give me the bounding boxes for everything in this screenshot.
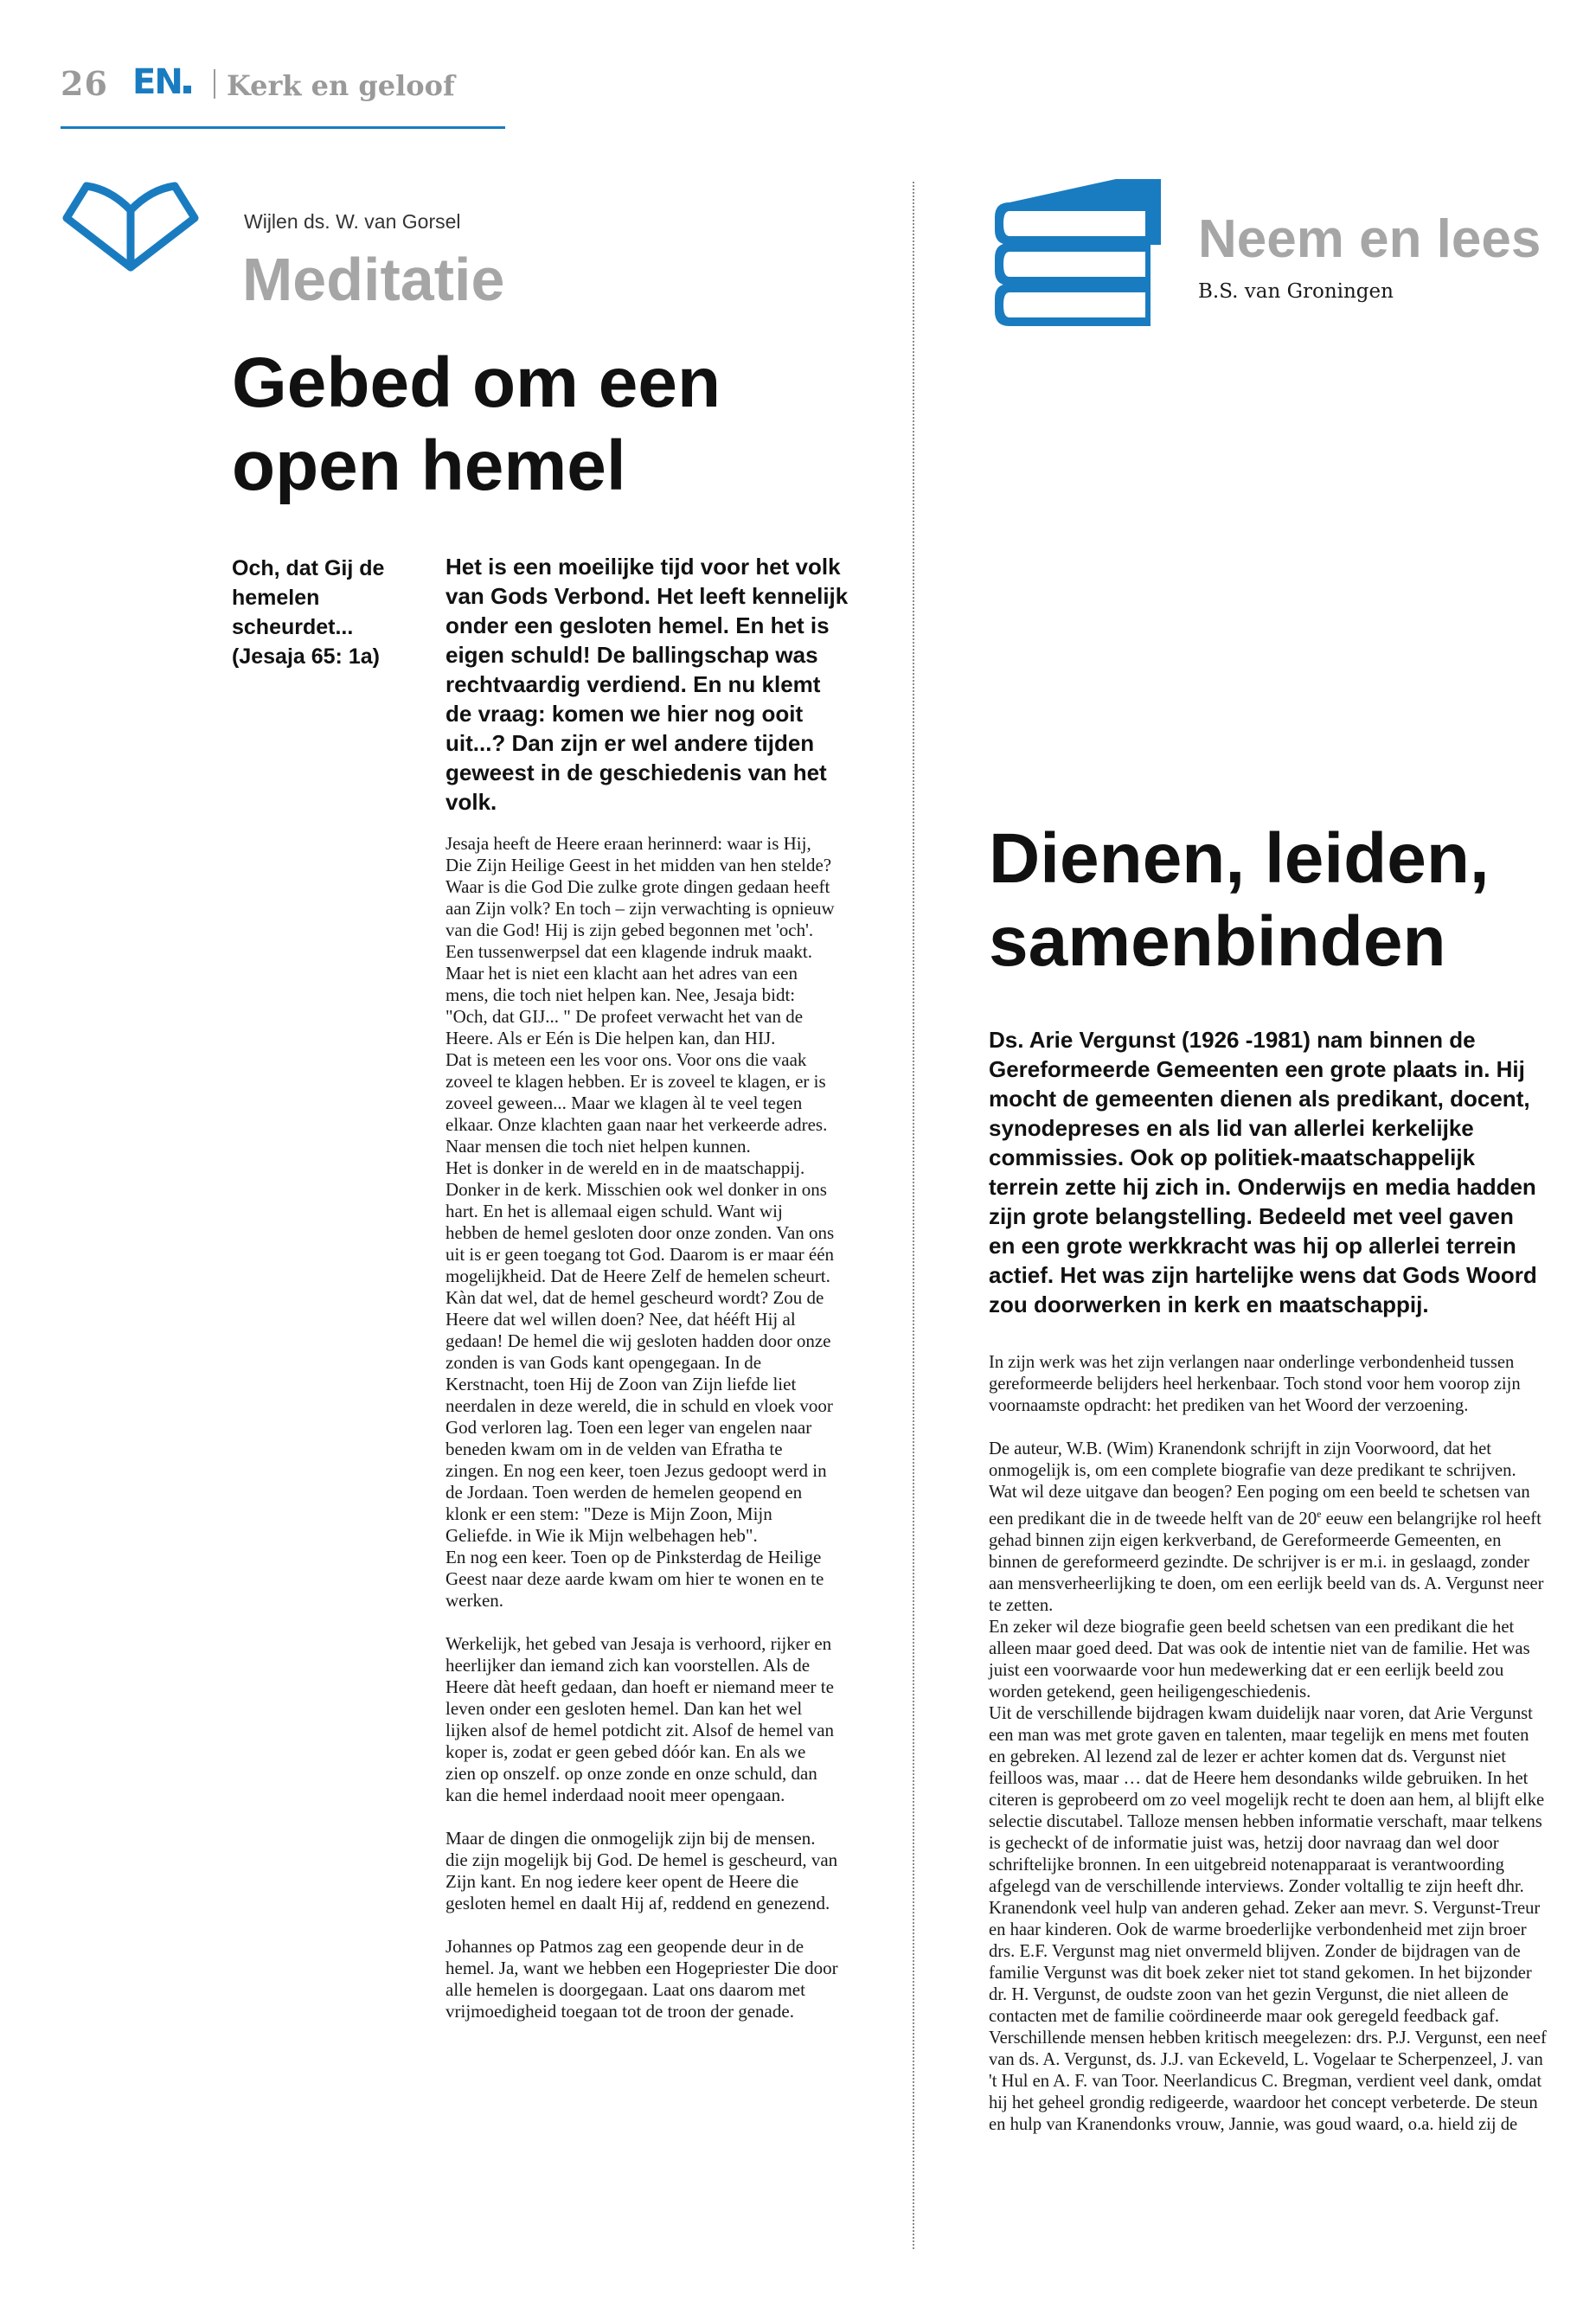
- page-number: 26: [61, 64, 108, 103]
- bible-verse: Och, dat Gij de hemelen scheurdet... (Jesaja 65: 1a): [232, 556, 385, 669]
- meditation-intro: Het is een moeilijke tijd voor het volk van Gods Verbond. Het leeft kennelijk onder een gesloten hemel. En het is eigen schuld! De ballingschap was rechtvaardig verdiend. En nu klemt de vraag: komen we hier nog ooit uit...? Dan zijn er wel andere tijden geweest in de geschiedenis van het volk.: [445, 554, 849, 815]
- header-separator: [214, 69, 215, 99]
- review-title: Dienen, leiden, samenbinden: [989, 819, 1490, 981]
- review-label: Neem en lees: [1198, 209, 1542, 269]
- meditation-author: Wijlen ds. W. van Gorsel: [244, 210, 461, 233]
- review-paragraph-text: De auteur, W.B. (Wim) Kranendonk schrijft in zijn Voorwoord, dat het onmogelijk is, om een complete biografie van deze predikant te schrijven. Wat wil deze uitgave dan beogen? Een poging om een beeld te schetsen van een predikant die in de tweede helft van de 20: [989, 1439, 1530, 1529]
- review-paragraph: En zeker wil deze biografie geen beeld schetsen van een predikant die het alleen maar goed deed. Dat was ook de intentie niet van de familie. Het was juist een voorwaarde voor hun medewerking dat er een eerlijk beeld zou worden getekend, geen heiligengeschiedenis.: [989, 1617, 1530, 1702]
- meditation-paragraph: Werkelijk, het gebed van Jesaja is verhoord, rijker en heerlijker dan iemand zich kan voorstellen. Als de Heere dàt heeft gedaan, dan hoeft er niemand meer te leven onder een gesloten hemel. Dan kan het wel lijken alsof de hemel potdicht zit. Alsof de hemel van koper is, zodat er geen gebed dóór kan. En als we zien op onszelf. op onze zonde en onze schuld, dan kan die hemel inderdaad nooit meer opengaan.: [445, 1633, 835, 1805]
- section-title: Kerk en geloof: [227, 69, 455, 102]
- meditation-paragraph: Dat is meteen een les voor ons. Voor ons die vaak zoveel te klagen hebben. Er is zoveel te klagen, er is zoveel geween... Maar we klagen àl te veel tegen elkaar. Onze klachten gaan naar het verkeerde adres. Naar mensen die toch niet helpen kunnen.: [445, 1049, 828, 1157]
- review-paragraph: Uit de verschillende bijdragen kwam duidelijk naar voren, dat Arie Vergunst een man was met grote gaven en talenten, maar tegelijk en mens met fouten en gebreken. Al lezend zal de lezer er achter komen dat ds. Vergunst niet feilloos was, maar … dat de Heere hem desondanks wilde gebruiken. In het citeren is geprobeerd om zo veel mogelijk recht te doen aan hem, al blijft elke selectie discutabel. Talloze mensen hebben informatie verschaft, maar telkens is gecheckt of de informatie juist was, hetzij door navraag dan wel door schriftelijke bronnen. In een uitgebreid notenapparaat is verantwoording afgelegd van de verschillende interviews. Zonder voltallig te zijn heeft dhr. Kranendonk veel hulp van anderen gehad. Zeker aan mevr. S. Vergunst-Treur en haar kinderen. Ook de warme broederlijke verbondenheid met zijn broer drs. E.F. Vergunst mag niet onvermeld blijven. Zonder de bijdragen van de familie Vergunst was dit boek zeker niet tot stand gekomen. In het bijzonder dr. H. Vergunst, de oudste zoon van het gezin Vergunst, die niet alleen de contacten met de familie coördineerde maar ook geregeld feedback gaf. Verschillende mensen hebben kritisch meegelezen: drs. P.J. Vergunst, een neef van ds. A. Vergunst, ds. J.J. van Eckeveld, L. Vogelaar te Scherpenzeel, J. van 't Hul en A. F. van Toor. Neerlandicus C. Bregman, verdient veel dank, omdat hij het geheel grondig redigeerde, waardoor het concept verbeterde. De steun en hulp van Kranendonks vrouw, Jannie, was goud waard, o.a. hield zij de: [989, 1703, 1547, 2134]
- review-paragraph: [989, 1439, 1547, 1617]
- meditation-paragraph: Het is donker in de wereld en in de maatschappij. Donker in de kerk. Misschien ook wel donker in ons hart. En het is allemaal eigen schuld. Want wij hebben de hemel gesloten door onze zonden. Van ons uit is er geen toegang tot God. Daarom is er maar één mogelijkheid. Dat de Heere Zelf de hemelen scheurt. Kàn dat wel, dat de hemel gescheurd wordt? Zou de Heere dat wel willen doen? Nee, dat hééft Hij al gedaan! De hemel die wij gesloten hadden door onze zonden is van Gods kant opengegaan. In de Kerstnacht, toen Hij de Zoon van Zijn liefde liet neerdalen in deze wereld, die in schuld en vloek voor God verloren lag. Toen een leger van engelen naar beneden kwam om in de velden van Efratha te zingen. En nog een keer, toen Jezus gedoopt werd in de Jordaan. Toen werden de hemelen geopend en klonk er een stem: "Deze is Mijn Zoon, Mijn Geliefde. in Wie ik Mijn welbehagen heb".: [445, 1157, 835, 1546]
- meditation-title: Gebed om een open hemel: [232, 343, 721, 505]
- en-logo: [132, 62, 191, 102]
- logo-dot: [183, 86, 191, 93]
- meditation-label: Meditatie: [242, 246, 505, 313]
- meditation-paragraph: En nog een keer. Toen op de Pinksterdag de Heilige Geest naar deze aarde kwam om hier te wonen en te werken.: [445, 1547, 824, 1611]
- meditation-paragraph: Johannes op Patmos zag een geopende deur in de hemel. Ja, want we hebben een Hogepriester Die door alle hemelen is doorgegaan. Laat ons daarom met vrijmoedigheid toegaan tot de troon der genade.: [445, 1936, 838, 2022]
- logo-text: EN: [132, 62, 182, 102]
- superscript: e: [1317, 1508, 1322, 1520]
- open-book-icon: [61, 177, 201, 274]
- meditation-paragraph: Maar de dingen die onmogelijk zijn bij de mensen. die zijn mogelijk bij God. De hemel is gescheurd, van Zijn kant. En nog iedere keer opent de Heere die gesloten hemel en daalt Hij af, reddend en genezend.: [445, 1828, 838, 1913]
- column-divider: [913, 182, 914, 2249]
- review-body: [989, 1352, 1547, 2136]
- review-paragraph-text: eeuw een belangrijke rol heeft gehad binnen zijn eigen kerkverband, de Gereformeerde Gemeenten, en binnen de gereformeerd gezindte. De schrijver is er m.i. in geslaagd, zonder aan mensverheerlijking te doen, om een eerlijk beeld van ds. A. Vergunst neer te zetten.: [989, 1509, 1544, 1615]
- meditation-body: [445, 833, 839, 2022]
- books-stack-icon: [986, 177, 1168, 329]
- header-rule: [61, 126, 505, 129]
- meditation-paragraph: Jesaja heeft de Heere eraan herinnerd: waar is Hij, Die Zijn Heilige Geest in het midden van hen stelde? Waar is die God Die zulke grote dingen gedaan heeft aan Zijn volk? En toch – zijn verwachting is opnieuw van die God! Hij is zijn gebed begonnen met 'och'. Een tussenwerpsel dat een klagende indruk maakt. Maar het is niet een klacht aan het adres van een mens, die toch niet helpen kan. Nee, Jesaja bidt: "Och, dat GIJ... " De profeet verwacht het van de Heere. Als er Eén is Die helpen kan, dan HIJ.: [445, 833, 835, 1048]
- review-intro: Ds. Arie Vergunst (1926 -1981) nam binnen de Gereformeerde Gemeenten een grote plaats in. Hij mocht de gemeenten dienen als predikant, docent, synodepreses en als lid van allerlei kerkelijke commissies. Ook op politiek-maatschappelijk terrein zette hij zich in. Onderwijs en media hadden zijn grote belangstelling. Bedeeld met veel gaven en een grote werkkracht was hij op allerlei terrein actief. Het was zijn hartelijke wens dat Gods Woord zou doorwerken in kerk en maatschappij.: [989, 1027, 1537, 1317]
- review-paragraph: In zijn werk was het zijn verlangen naar onderlinge verbondenheid tussen gereformeerde belijders heel herkenbaar. Toch stond voor hem voorop zijn voornaamste opdracht: het prediken van het Woord der verzoening.: [989, 1353, 1521, 1415]
- review-author: B.S. van Groningen: [1198, 280, 1394, 303]
